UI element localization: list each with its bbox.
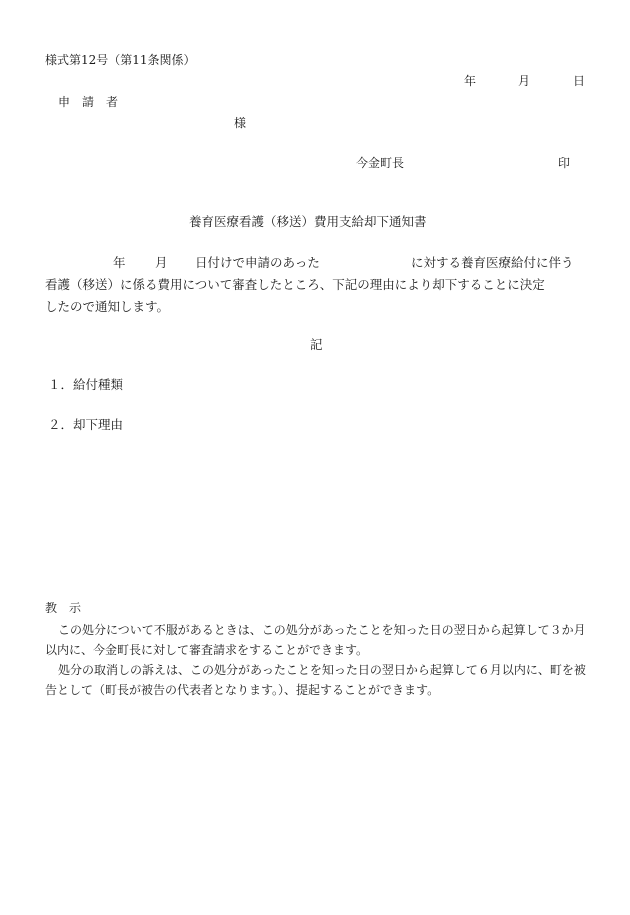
notice-paragraph-lawsuit: 処分の取消しの訴えは、この処分があったことを知った日の翌日から起算して６月以内に、町を被告として（町長が被告の代表者となります。）、提起することができます。 bbox=[45, 663, 586, 697]
honorific-sama: 様 bbox=[234, 116, 247, 130]
date-year-label: 年 bbox=[464, 74, 477, 88]
item-label: 却下理由 bbox=[73, 417, 124, 432]
date-month-label: 月 bbox=[518, 74, 531, 88]
item-benefit-type bbox=[48, 377, 123, 393]
notice-paragraph-appeal: この処分について不服があるときは、この処分があったことを知った日の翌日から起算して３か月以内に、今金町長に対して審査請求をすることができます。 bbox=[45, 623, 586, 657]
item-label: 給付種類 bbox=[73, 377, 124, 392]
body-benefit-text: に対する養育医療給付に伴う bbox=[411, 255, 574, 270]
item-number: ２． bbox=[48, 417, 74, 432]
seal-mark: 印 bbox=[558, 156, 571, 170]
item-number: １． bbox=[48, 377, 74, 392]
item-rejection-reason bbox=[48, 417, 123, 433]
body-month-label: 月 bbox=[155, 255, 168, 270]
issuer-name: 今金町長 bbox=[356, 156, 405, 170]
body-line-3: したので通知します。 bbox=[45, 299, 170, 314]
notice-heading: 教 示 bbox=[45, 601, 82, 615]
document-title: 養育医療看護（移送）費用支給却下通知書 bbox=[189, 214, 427, 229]
body-line-2: 看護（移送）に係る費用について審査したところ、下記の理由により却下することに決定 bbox=[45, 277, 545, 292]
body-year-label: 年 bbox=[113, 255, 126, 270]
notice-body bbox=[45, 620, 595, 700]
applicant-label: 申 請 者 bbox=[58, 95, 119, 109]
ki-label: 記 bbox=[310, 337, 323, 352]
date-day-label: 日 bbox=[573, 74, 586, 88]
body-date-application-text: 日付けで申請のあった bbox=[195, 255, 320, 270]
form-number: 様式第12号（第11条関係） bbox=[45, 53, 196, 67]
